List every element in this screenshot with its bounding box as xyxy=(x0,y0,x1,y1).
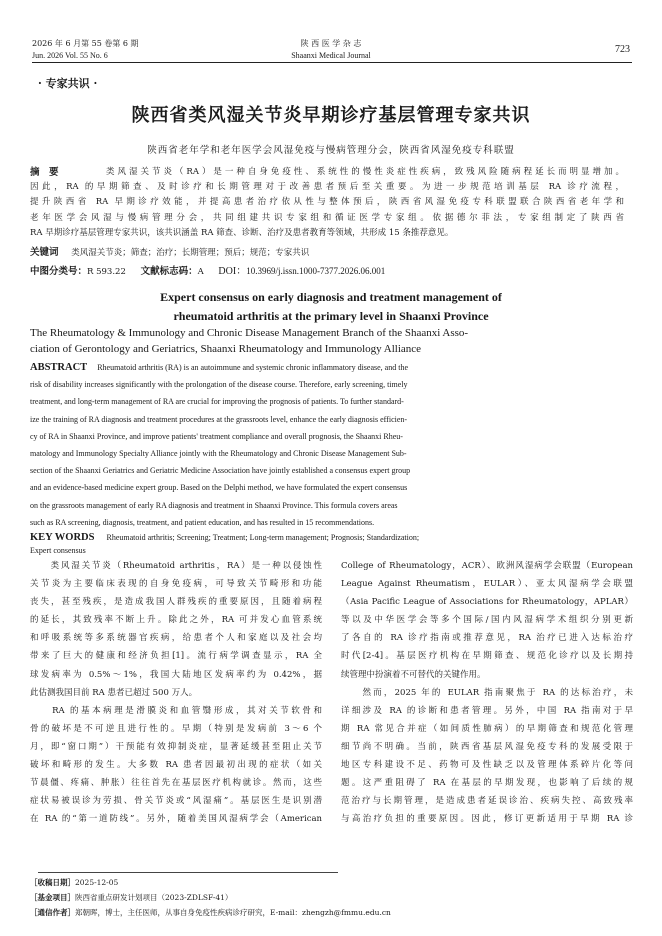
title-zh: 陕西省类风湿关节炎早期诊疗基层管理专家共识 xyxy=(131,105,531,126)
doc-code-label: 文献标志码： xyxy=(140,266,198,277)
affiliation-en xyxy=(30,326,636,357)
footnote-rule xyxy=(38,872,338,873)
body-line: 月，即“窗口期”）干预能有效抑制炎症，显著延缓甚至阻止关节 xyxy=(30,741,322,752)
body-line: 症状易被误诊为劳损、骨关节炎或“风湿痛”。基层医生是识别潜 xyxy=(30,796,322,807)
keywords-en-line: Expert consensus xyxy=(30,546,86,556)
keywords-zh-label: 关键词 xyxy=(30,247,59,258)
keywords-zh-text: 类风湿关节炎；筛查；治疗；长期管理；预后；规范；专家共识 xyxy=(71,248,310,258)
issue-en: Jun. 2026 Vol. 55 No. 6 xyxy=(32,51,108,60)
body-line: 题。这严重阻碍了 RA 在基层的早期发现，也影响了后续的规 xyxy=(341,778,633,789)
body-line: 续管理中扮演着不可替代的关键作用。 xyxy=(341,669,486,680)
footnote-fund xyxy=(30,890,636,905)
journal-zh: 陕 西 医 学 杂 志 xyxy=(300,39,362,48)
abstract-en-line: ize the training of RA diagnosis and treatment procedures at the grassroots level, enhance the early diagnosis efficien- xyxy=(30,414,408,424)
body-line: 带来了巨大的健康和经济负担[1]。流行病学调查显示，RA 全 xyxy=(30,651,322,662)
abstract-en-line: cy of RA in Shaanxi Province, and improve patients' treatment compliance and overall prognosis, the Shaanxi Rheu- xyxy=(30,431,403,441)
footnote-text: 郑朝晖，博士，主任医师，从事自身免疫性疾病诊疗研究，E-mail：zhengzh@fmmu.edu.cn xyxy=(75,908,391,917)
footnotes xyxy=(30,875,636,920)
abstract-zh-line: RA 早期诊疗基层管理专家共识，该共识涵盖 RA 筛查、诊断、治疗及患者教育等领域，共形成 15 条推荐意见。 xyxy=(30,227,454,238)
body-line: 丧失，甚至残疾，是造成我国人群残疾的重要原因，且随着病程 xyxy=(30,597,322,608)
body-line: 节晨僵、疼痛、肿胀）往往首先在基层医疗机构就诊。然而，这些 xyxy=(30,778,322,789)
issue-zh: 2026 年 6 月第 55 卷第 6 期 xyxy=(32,39,139,48)
body-line: 详细涉及 RA 的诊断和患者管理。另外，中国 RA 指南对于早 xyxy=(341,705,633,716)
keywords-en xyxy=(30,529,636,556)
body-line: College of Rheumatology，ACR）、欧洲风湿病学会联盟（European xyxy=(341,561,633,571)
abstract-en-line: section of the Shaanxi Geriatrics and Geriatric Medicine Association have jointly established a consensus expert group xyxy=(30,466,411,476)
body-line: 时代[2-4]。基层医疗机构在早期筛查、规范化诊疗以及长期持 xyxy=(341,651,633,662)
abstract-zh-line: 因此，RA 的早期筛查、及时诊疗和长期管理对于改善患者预后至关重要。为进一步规范培训基层 RA 诊疗流程， xyxy=(30,182,624,193)
abstract-en-line: on the grassroots management of early RA diagnosis and treatment in Shaanxi Province. This formula covers areas xyxy=(30,500,398,510)
body-line: 类风湿关节炎（Rheumatoid arthritis，RA）是一种以侵蚀性 xyxy=(30,561,322,571)
title-en-line2: rheumatoid arthritis at the primary level in Shaanxi Province xyxy=(173,309,489,323)
abstract-zh-line: 老年医学会风湿与慢病管理分会，共同组建共识专家组和循证医学专家组。依据德尔菲法，专家组制定了陕西省 xyxy=(30,212,624,223)
body-left-column xyxy=(30,557,322,828)
body-line: 与高治疗负担的重要原因。因此，修订更新适用于早期 RA 诊 xyxy=(341,814,633,825)
abstract-en xyxy=(30,359,636,531)
footnote-label: ［收稿日期］ xyxy=(30,878,75,887)
journal-en: Shaanxi Medical Journal xyxy=(291,51,371,60)
abstract-en-line: treatment, and long-term management of RA are crucial for improving the prognosis of patients. To further standard- xyxy=(30,397,404,407)
clc-label: 中图分类号： xyxy=(30,266,88,277)
title-en-line1: Expert consensus on early diagnosis and treatment management of xyxy=(160,290,502,304)
abstract-en-line: such as RA screening, diagnosis, treatment, and patient education, and has resulted in 15 recommendations. xyxy=(30,517,375,527)
footnote-text: 2025-12-05 xyxy=(75,878,119,887)
abstract-en-line: matology and Immunology Specialty Alliance jointly with the Rheumatology and Chronic Disease Management Sub- xyxy=(30,449,407,459)
abstract-en-label: ABSTRACT xyxy=(30,362,88,373)
body-line: 破坏和畸形的发生。大多数 RA 患者因最初出现的症状（如关 xyxy=(30,760,322,771)
clc-value: R 593.22 xyxy=(87,267,126,277)
abstract-zh-line: 提升陕西省 RA 早期诊疗效能，并提高患者治疗依从性与整体预后，陕西省风湿免疫专科联盟联合陕西省老年学和 xyxy=(30,197,624,208)
body-line: 范治疗与长期管理，是造成患者延误诊治、疾病失控、高致残率 xyxy=(341,796,633,807)
body-line: （Asia Pacific League of Associations for Rheumatology，APLAR） xyxy=(341,597,633,608)
body-line: 关节炎为主要临床表现的自身免疫病，可导致关节畸形和功能 xyxy=(30,579,322,590)
doi-label: DOI： xyxy=(218,266,247,277)
header-rule xyxy=(32,62,632,63)
doi-value: 10.3969/j.issn.1000-7377.2026.06.001 xyxy=(246,266,386,276)
body-line: 细节尚不明确。当前，陕西省基层风湿免疫专科的发展受限于 xyxy=(341,741,633,752)
body-line: 期 RA 常见合并症（如间质性肺病）的早期筛查和规范化管理 xyxy=(341,723,633,734)
authors-zh: 陕西省老年学和老年医学会风湿免疫与慢病管理分会，陕西省风湿免疫专科联盟 xyxy=(147,145,515,156)
footnote-corresponding xyxy=(30,905,636,920)
body-line: 地区专科建设不足、药物可及性缺乏以及管理体系碎片化等问 xyxy=(341,760,633,771)
body-line: 然而，2025 年的 EULAR 指南聚焦于 RA 的达标治疗，未 xyxy=(341,687,633,698)
footnote-received xyxy=(30,875,636,890)
abstract-en-line: risk of disability increases significantly with the prolongation of the disease course. Therefore, early screening, timely xyxy=(30,380,408,390)
keywords-en-line: Rheumatoid arthritis; Screening; Treatment; Long-term management; Prognosis; Standardization; xyxy=(106,533,420,542)
abstract-zh-label: 摘 要 xyxy=(30,167,59,178)
body-line: RA 的基本病理是滑膜炎和血管翳形成，其对关节软骨和 xyxy=(30,705,322,716)
abstract-zh-line: 类风湿关节炎（RA）是一种自身免疫性、系统性的慢性炎症性疾病，致残风险随病程延长而明显增加。 xyxy=(106,167,624,177)
affiliation-line: ciation of Gerontology and Geriatrics, Shaanxi Rheumatology and Immunology Alliance xyxy=(30,342,422,355)
affiliation-line: The Rheumatology & Immunology and Chronic Disease Management Branch of the Shaanxi Asso- xyxy=(30,327,469,339)
body-line: 在 RA 的“第一道防线”。另外，随着美国风湿病学会（American xyxy=(30,814,322,825)
footnote-label: ［基金项目］ xyxy=(30,893,75,902)
keywords-en-label: KEY WORDS xyxy=(30,532,95,543)
classification xyxy=(30,262,385,277)
body-line: 和呼吸系统等多系统器官疾病，给患者个人和家庭以及社会均 xyxy=(30,633,322,644)
body-right-column xyxy=(341,557,633,828)
body-line: 的延长，其致残率不断上升。除此之外，RA 可并发心血管系统 xyxy=(30,615,322,626)
body-line: 此估测我国目前 RA 患者已超过 500 万人。 xyxy=(30,687,198,698)
page-number: 723 xyxy=(615,44,630,55)
footnote-text: 陕西省重点研发计划项目（2023-ZDLSF-41） xyxy=(75,893,233,902)
body-line: 球发病率为 0.5%～1%，我国大陆地区发病率约为 0.42%，据 xyxy=(30,669,322,680)
body-line: League Against Rheumatism，EULAR）、亚太风湿病学会联盟 xyxy=(341,579,633,590)
doc-code-value: A xyxy=(197,267,204,277)
body-line: 等以及中华医学会等多个国际/国内风湿病学术组织分别更新 xyxy=(341,615,633,626)
section-label: · 专家共识 · xyxy=(38,77,98,90)
body-line: 骨的破坏是不可逆且进行性的。早期（特别是发病前 3～6 个 xyxy=(30,723,322,734)
body-line: 了各自的 RA 诊疗指南或推荐意见，RA 治疗已进入达标治疗 xyxy=(341,633,633,644)
abstract-en-line: Rheumatoid arthritis (RA) is an autoimmune and systemic chronic inflammatory disease, and the xyxy=(97,363,408,372)
keywords-zh xyxy=(30,244,309,258)
footnote-label: ［通信作者］ xyxy=(30,908,75,917)
abstract-zh xyxy=(30,165,624,241)
abstract-en-line: and an evidence-based medicine expert group. Based on the Delphi method, we have formulated the expert consensus xyxy=(30,483,408,493)
